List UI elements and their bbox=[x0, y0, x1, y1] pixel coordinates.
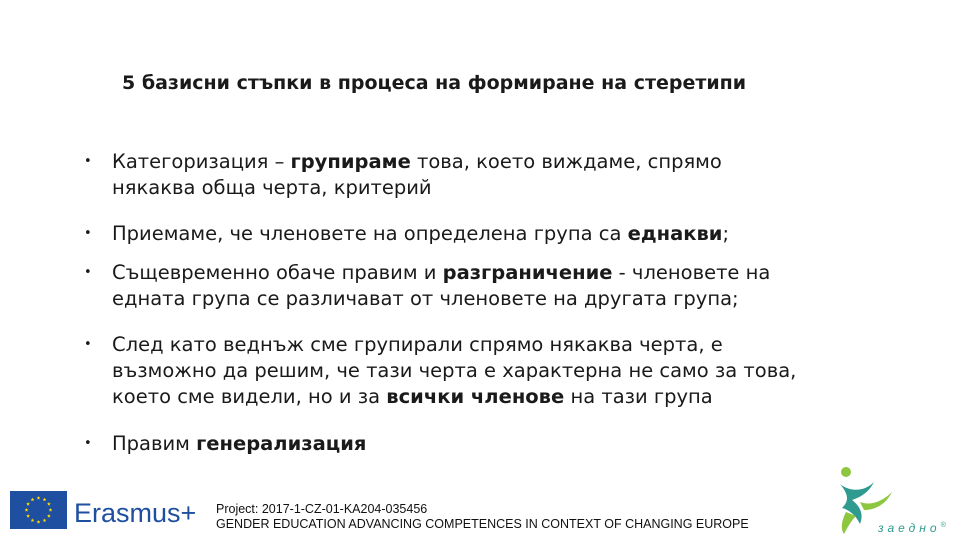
bullet-text: - членовете на bbox=[612, 261, 771, 284]
project-info bbox=[216, 502, 749, 532]
bullet-dot: • bbox=[84, 226, 92, 241]
bullet-emphasis: еднакви bbox=[627, 222, 723, 245]
bullet-text: Същевременно обаче правим и bbox=[112, 261, 443, 284]
bullet-text: Правим bbox=[112, 432, 197, 455]
bullet-item bbox=[84, 332, 797, 410]
page-title: 5 базисни стъпки в процеса на формиране на стеретипи bbox=[122, 72, 747, 94]
bullet-emphasis: генерализация bbox=[196, 432, 367, 455]
bullet-item bbox=[84, 431, 367, 457]
bullet-text: едната група се различават от членовете на другата група; bbox=[112, 287, 739, 310]
bullet-text: Приемаме, че членовете на определена група са bbox=[112, 222, 628, 245]
bullet-text: След като веднъж сме групирали спрямо някаква черта, е bbox=[112, 333, 723, 356]
bullet-text: Категоризация – bbox=[112, 150, 291, 173]
project-title: GENDER EDUCATION ADVANCING COMPETENCES IN CONTEXT OF CHANGING EUROPE bbox=[216, 517, 749, 531]
eu-flag-icon bbox=[10, 491, 67, 529]
bullet-emphasis: всички членове bbox=[386, 385, 565, 408]
bullet-dot: • bbox=[84, 265, 92, 280]
bullet-emphasis: разграничение bbox=[442, 261, 613, 284]
bullet-item bbox=[84, 149, 722, 201]
bullet-item bbox=[84, 221, 730, 247]
bullet-text: на тази група bbox=[564, 385, 713, 408]
bullet-text: което сме видели, но и за bbox=[112, 385, 387, 408]
erasmus-plus-logo: Erasmus+ bbox=[74, 498, 197, 528]
bullet-dot: • bbox=[84, 436, 92, 451]
bullet-text: възможно да решим, че тази черта е характерна не само за това, bbox=[112, 359, 797, 382]
bullet-text: ; bbox=[722, 222, 730, 245]
bullet-emphasis: групираме bbox=[290, 150, 411, 173]
bullet-text: това, което виждаме, спрямо bbox=[410, 150, 722, 173]
bullet-text: някаква обща черта, критерий bbox=[112, 176, 432, 199]
zaedno-logo-text: заедно® bbox=[878, 521, 946, 535]
bullet-dot: • bbox=[84, 337, 92, 352]
bullet-dot: • bbox=[84, 154, 92, 169]
project-code: Project: 2017-1-CZ-01-KA204-035456 bbox=[216, 502, 428, 516]
bullet-item bbox=[84, 260, 771, 312]
